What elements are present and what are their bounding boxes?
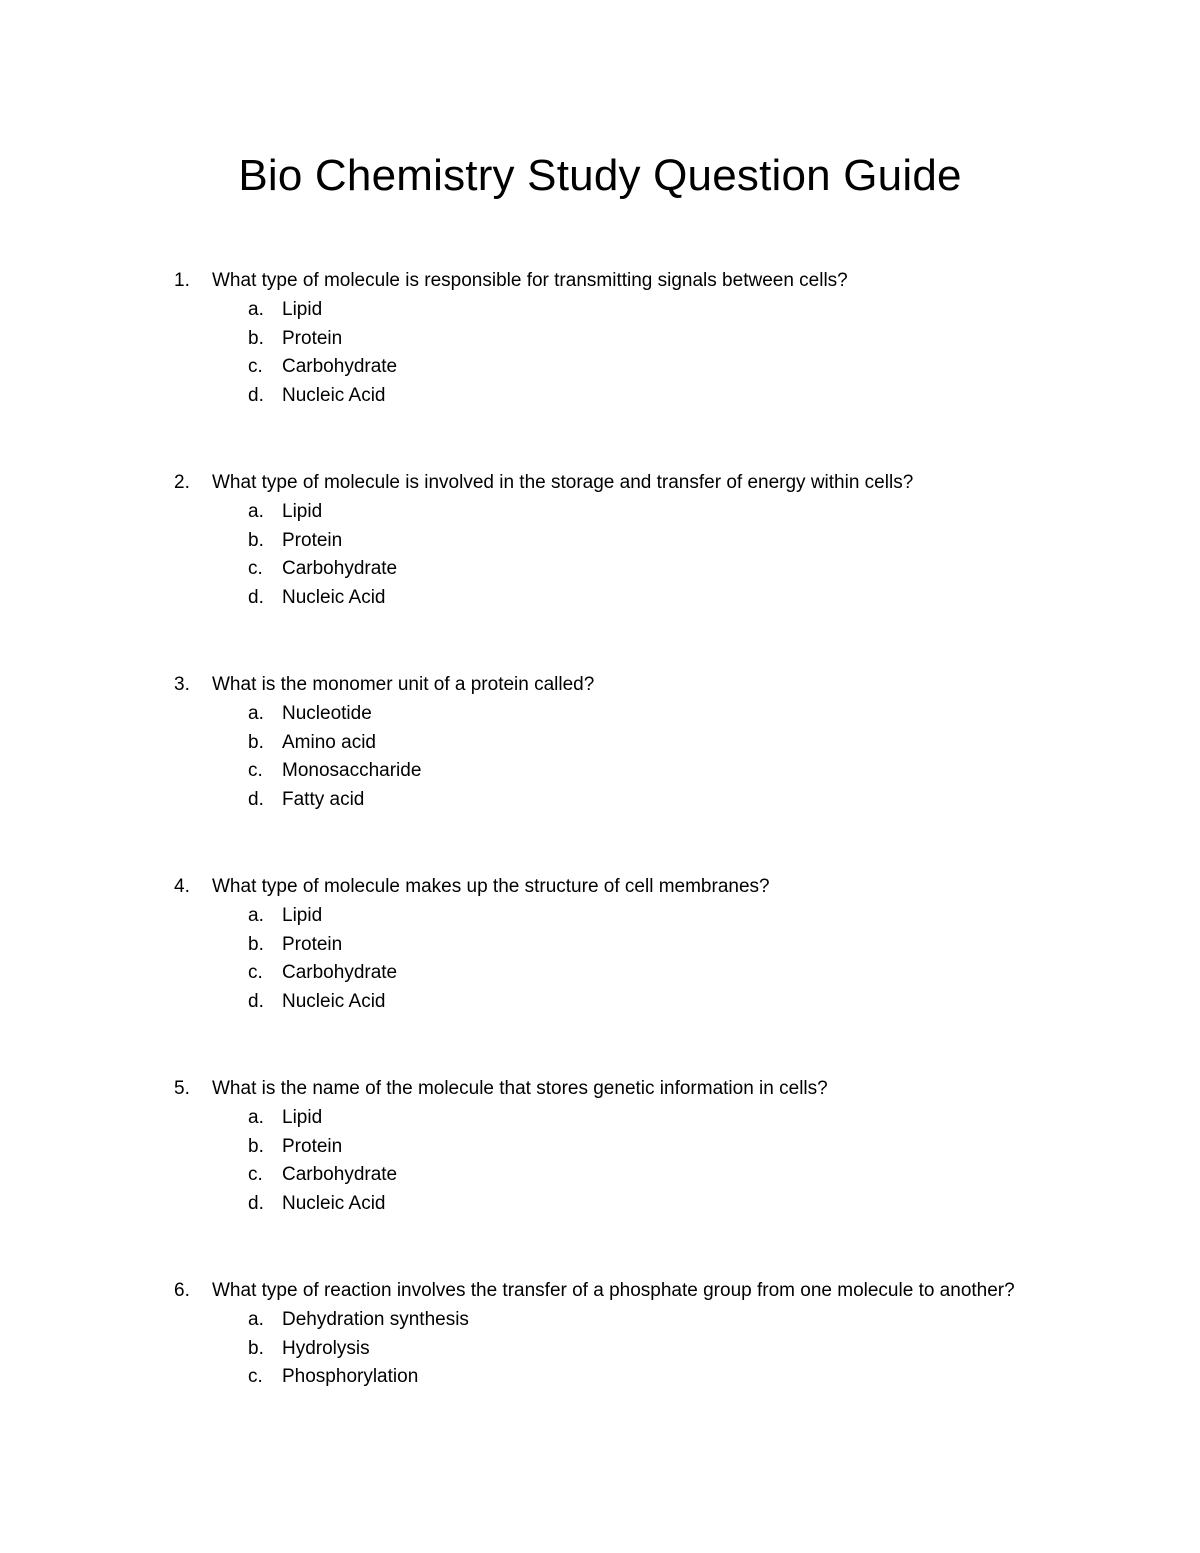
answer-option-letter: c. (248, 962, 263, 983)
answer-option (0, 382, 1200, 411)
answer-option-text: Carbohydrate (282, 1164, 398, 1185)
answer-option-text: Dehydration synthesis (282, 1309, 469, 1330)
answer-option-letter: a. (248, 1309, 264, 1330)
answer-option (0, 786, 1200, 815)
answer-option-text: Lipid (282, 905, 323, 926)
answer-option (0, 325, 1200, 354)
question-text: What type of molecule is involved in the storage and transfer of energy within cells? (212, 472, 914, 493)
answer-option-list (0, 1306, 1200, 1392)
answer-option-list (0, 296, 1200, 410)
answer-option (0, 527, 1200, 556)
question-number: 5. (174, 1078, 190, 1099)
answer-option-letter: d. (248, 586, 264, 608)
answer-option (0, 584, 1200, 613)
answer-option-letter: b. (248, 933, 264, 955)
answer-option-text: Nucleotide (282, 703, 372, 724)
answer-option-letter: b. (248, 1337, 264, 1359)
answer-option (0, 988, 1200, 1017)
answer-option (0, 1306, 1200, 1335)
answer-option-text: Lipid (282, 501, 323, 522)
question-list (0, 267, 1200, 1479)
answer-option (0, 296, 1200, 325)
answer-option-letter: b. (248, 1135, 264, 1157)
question-number: 4. (174, 876, 190, 897)
answer-option-text: Nucleic Acid (282, 586, 386, 608)
question-number: 6. (174, 1280, 190, 1301)
answer-option-text: Protein (282, 1135, 343, 1157)
answer-option (0, 555, 1200, 584)
answer-option (0, 1363, 1200, 1392)
answer-option-letter: d. (248, 1192, 264, 1214)
answer-option (0, 353, 1200, 382)
question-number: 3. (174, 674, 190, 695)
answer-option-letter: c. (248, 558, 263, 579)
question-item (0, 267, 1200, 469)
answer-option-text: Carbohydrate (282, 558, 398, 579)
answer-option (0, 1133, 1200, 1162)
answer-option (0, 729, 1200, 758)
page-title: Bio Chemistry Study Question Guide (238, 151, 962, 200)
answer-option-letter: b. (248, 529, 264, 551)
answer-option-list (0, 1104, 1200, 1218)
answer-option-letter: d. (248, 788, 264, 810)
answer-option (0, 1190, 1200, 1219)
question-text: What type of reaction involves the transfer of a phosphate group from one molecule to another? (212, 1280, 1015, 1301)
answer-option-text: Amino acid (282, 731, 376, 753)
answer-option-letter: a. (248, 1107, 264, 1128)
answer-option-letter: b. (248, 731, 264, 753)
answer-option-letter: d. (248, 990, 264, 1012)
answer-option-letter: c. (248, 1164, 263, 1185)
answer-option (0, 902, 1200, 931)
question-text: What is the name of the molecule that stores genetic information in cells? (212, 1078, 828, 1099)
answer-option (0, 757, 1200, 786)
answer-option (0, 1335, 1200, 1364)
answer-option-letter: d. (248, 384, 264, 406)
answer-option-text: Nucleic Acid (282, 384, 386, 406)
answer-option-text: Nucleic Acid (282, 990, 386, 1012)
answer-option-letter: a. (248, 299, 264, 320)
question-text: What type of molecule makes up the structure of cell membranes? (212, 876, 770, 897)
answer-option-text: Protein (282, 327, 343, 349)
answer-option (0, 959, 1200, 988)
answer-option-text: Nucleic Acid (282, 1192, 386, 1214)
question-item (0, 1075, 1200, 1277)
answer-option-text: Protein (282, 529, 343, 551)
answer-option (0, 1161, 1200, 1190)
answer-option-text: Protein (282, 933, 343, 955)
answer-option-list (0, 700, 1200, 814)
answer-option (0, 498, 1200, 527)
answer-option (0, 1104, 1200, 1133)
question-number: 2. (174, 472, 190, 493)
question-item (0, 469, 1200, 671)
answer-option-text: Phosphorylation (282, 1366, 419, 1387)
question-text: What type of molecule is responsible for transmitting signals between cells? (212, 270, 848, 291)
answer-option-text: Lipid (282, 299, 323, 320)
answer-option-letter: b. (248, 327, 264, 349)
answer-option-letter: c. (248, 1366, 263, 1387)
question-text: What is the monomer unit of a protein called? (212, 674, 595, 695)
answer-option-text: Carbohydrate (282, 356, 398, 377)
answer-option-letter: c. (248, 356, 263, 377)
question-item (0, 671, 1200, 873)
answer-option-text: Lipid (282, 1107, 323, 1128)
answer-option-letter: a. (248, 501, 264, 522)
answer-option-letter: a. (248, 703, 264, 724)
answer-option-list (0, 498, 1200, 612)
answer-option-text: Fatty acid (282, 788, 365, 810)
answer-option (0, 931, 1200, 960)
answer-option-letter: a. (248, 905, 264, 926)
question-number: 1. (174, 270, 190, 291)
question-item (0, 873, 1200, 1075)
answer-option-list (0, 902, 1200, 1016)
answer-option-text: Carbohydrate (282, 962, 398, 983)
answer-option-letter: c. (248, 760, 263, 781)
question-item (0, 1277, 1200, 1479)
answer-option-text: Monosaccharide (282, 760, 422, 781)
answer-option (0, 700, 1200, 729)
answer-option-text: Hydrolysis (282, 1337, 370, 1359)
